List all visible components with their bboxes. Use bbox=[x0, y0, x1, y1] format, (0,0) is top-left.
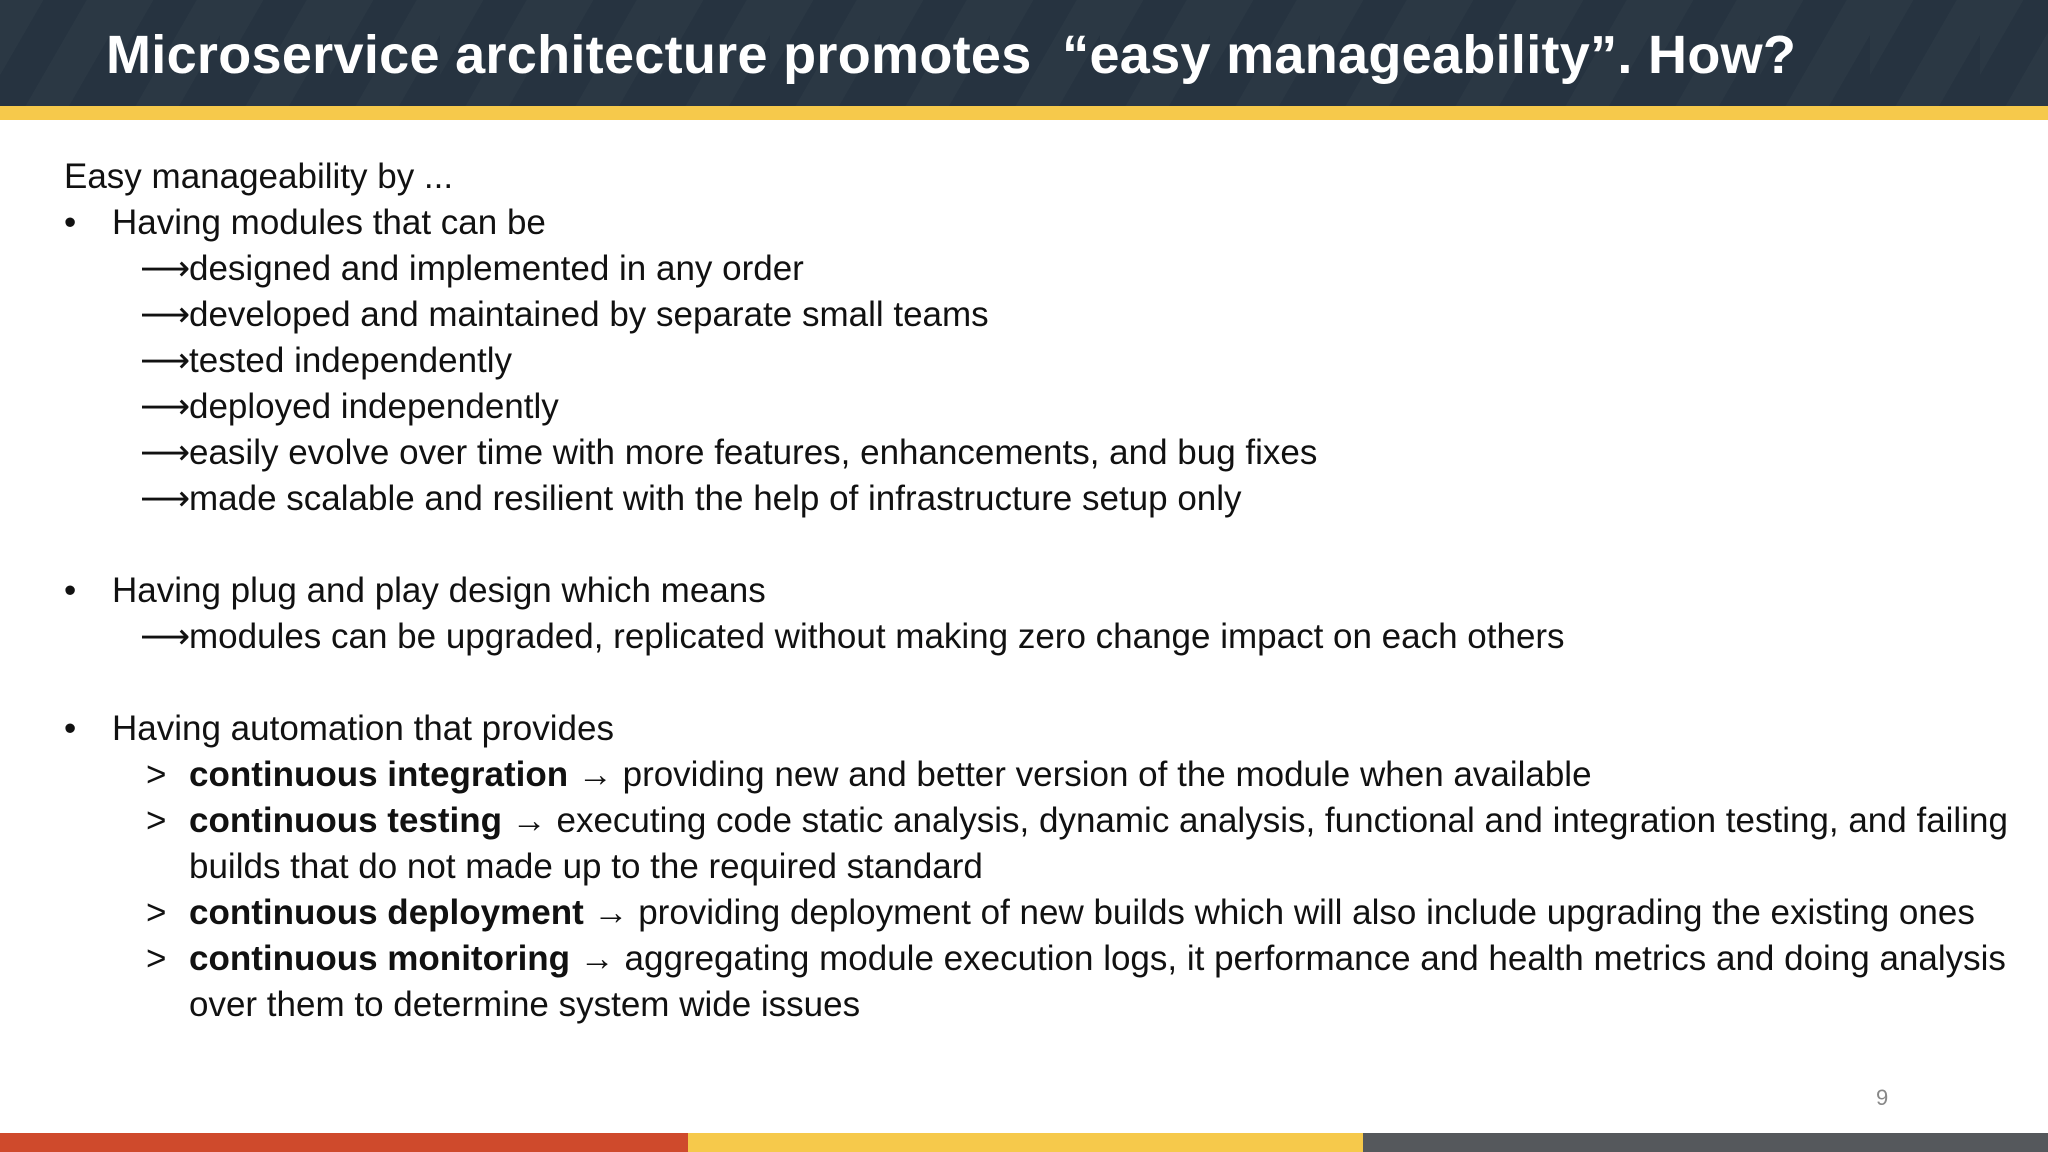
chevron-right-icon: > bbox=[146, 801, 167, 840]
slide-body bbox=[64, 154, 2014, 1028]
chevron-right-icon: > bbox=[146, 939, 167, 978]
intro-text: Easy manageability by ... bbox=[64, 157, 454, 196]
bullet-item bbox=[64, 200, 2014, 246]
footer-segment-gray bbox=[1363, 1133, 2048, 1152]
arrow-icon: ⟶ bbox=[140, 295, 191, 334]
sub-item bbox=[64, 338, 2014, 384]
header-accent-stripe bbox=[0, 106, 2048, 120]
bullet-icon: • bbox=[64, 571, 77, 610]
arrow-icon: ⟶ bbox=[140, 249, 191, 288]
arrow-icon: ⟶ bbox=[140, 479, 191, 518]
sub-item-text: made scalable and resilient with the help of infrastructure setup only bbox=[189, 479, 1242, 518]
automation-item bbox=[64, 890, 2014, 936]
chevron-right-icon: > bbox=[146, 893, 167, 932]
bullet-icon: • bbox=[64, 203, 77, 242]
slide-title: Microservice architecture promotes “easy manageability”. How? bbox=[106, 25, 1797, 85]
automation-description: → providing new and better version of the module when available bbox=[577, 755, 1592, 794]
title-bar bbox=[0, 0, 2048, 106]
arrow-icon: ⟶ bbox=[140, 617, 191, 656]
bullet-icon: • bbox=[64, 709, 77, 748]
automation-term: continuous integration bbox=[189, 755, 569, 794]
footer-bar bbox=[0, 1133, 2048, 1152]
automation-term: continuous testing bbox=[189, 801, 503, 840]
footer-segment-red bbox=[0, 1133, 688, 1152]
automation-term: continuous deployment bbox=[189, 893, 584, 932]
sub-item-text: developed and maintained by separate small teams bbox=[189, 295, 989, 334]
sub-item bbox=[64, 614, 2014, 660]
automation-item bbox=[64, 752, 2014, 798]
sub-item bbox=[64, 292, 2014, 338]
automation-item bbox=[64, 936, 2014, 1028]
bullet-heading: Having modules that can be bbox=[112, 203, 546, 242]
automation-item bbox=[64, 798, 2014, 890]
sub-item bbox=[64, 246, 2014, 292]
automation-description: → providing deployment of new builds which will also include upgrading the existing ones bbox=[593, 893, 1975, 932]
sub-item-text: tested independently bbox=[189, 341, 513, 380]
bullet-heading: Having plug and play design which means bbox=[112, 571, 766, 610]
bullet-item bbox=[64, 706, 2014, 752]
arrow-icon: ⟶ bbox=[140, 433, 191, 472]
automation-term: continuous monitoring bbox=[189, 939, 571, 978]
sub-item-text: deployed independently bbox=[189, 387, 559, 426]
sub-item bbox=[64, 430, 2014, 476]
chevron-right-icon: > bbox=[146, 755, 167, 794]
sub-item-text: designed and implemented in any order bbox=[189, 249, 804, 288]
automation-description: → executing code static analysis, dynamic analysis, functional and integration testing, and failing builds that do not made up to the required standard bbox=[189, 801, 2008, 886]
arrow-icon: ⟶ bbox=[140, 341, 191, 380]
sub-item-text: modules can be upgraded, replicated without making zero change impact on each others bbox=[189, 617, 1565, 656]
bullet-item bbox=[64, 568, 2014, 614]
arrow-icon: ⟶ bbox=[140, 387, 191, 426]
bullet-heading: Having automation that provides bbox=[112, 709, 614, 748]
footer-segment-yellow bbox=[688, 1133, 1363, 1152]
sub-item-text: easily evolve over time with more features, enhancements, and bug fixes bbox=[189, 433, 1318, 472]
automation-description: → aggregating module execution logs, it performance and health metrics and doing analysis over them to determine system wide issues bbox=[189, 939, 2006, 1024]
sub-item bbox=[64, 384, 2014, 430]
sub-item bbox=[64, 476, 2014, 522]
page-number: 9 bbox=[1876, 1085, 1889, 1110]
